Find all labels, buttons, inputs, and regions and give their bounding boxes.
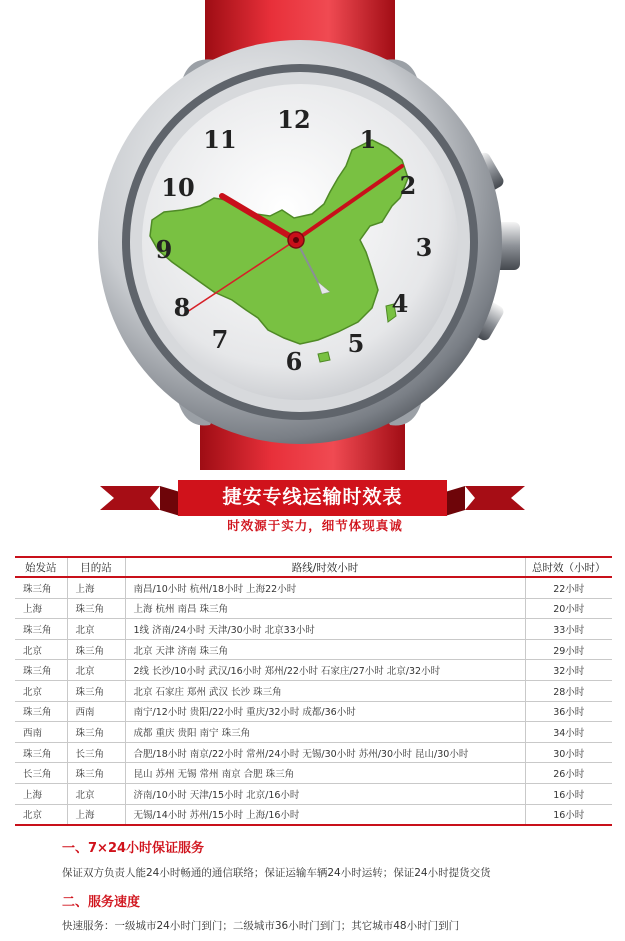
row-route: 合肥/18小时 南京/22小时 常州/24小时 无锡/30小时 苏州/30小时 昆山/30小时 bbox=[125, 742, 525, 763]
row-origin: 珠三角 bbox=[23, 707, 52, 719]
table-header-row bbox=[15, 557, 612, 577]
header-total: 总时效（小时） bbox=[525, 557, 612, 577]
row-origin: 西南 bbox=[23, 727, 43, 739]
row-total: 30小时 bbox=[525, 742, 612, 763]
row-route: 2线 长沙/10小时 武汉/16小时 郑州/22小时 石家庄/27小时 北京/32小时 bbox=[125, 660, 525, 681]
row-total: 16小时 bbox=[525, 804, 612, 825]
row-route: 1线 济南/24小时 天津/30小时 北京33小时 bbox=[125, 619, 525, 640]
dial-number-7: 7 bbox=[211, 325, 229, 354]
row-route: 无锡/14小时 苏州/15小时 上海/16小时 bbox=[125, 804, 525, 825]
table-row bbox=[15, 680, 612, 701]
dial-number-3: 3 bbox=[415, 233, 433, 262]
section-heading-speed: 二、服务速度 bbox=[62, 895, 141, 910]
row-origin: 珠三角 bbox=[23, 624, 52, 636]
row-destination: 北京 bbox=[67, 619, 125, 640]
row-route: 南昌/10小时 杭州/18小时 上海22小时 bbox=[125, 577, 525, 598]
dial-number-10: 10 bbox=[161, 173, 195, 202]
row-origin: 北京 bbox=[23, 810, 43, 822]
row-total: 26小时 bbox=[525, 763, 612, 784]
dial-number-6: 6 bbox=[285, 347, 303, 376]
table-row bbox=[15, 742, 612, 763]
section-text-speed: 快速服务：一级城市24小时门到门；二级城市36小时门到门；其它城市48小时门到门 bbox=[62, 920, 460, 932]
banner-title: 捷安专线运输时效表 bbox=[222, 486, 403, 508]
row-route: 上海 杭州 南昌 珠三角 bbox=[125, 598, 525, 619]
table-row bbox=[15, 577, 612, 598]
row-route: 北京 天津 济南 珠三角 bbox=[125, 639, 525, 660]
section-heading-247: 一、7×24小时保证服务 bbox=[62, 841, 205, 856]
row-total: 16小时 bbox=[525, 783, 612, 804]
table-row bbox=[15, 763, 612, 784]
row-origin: 珠三角 bbox=[23, 666, 52, 678]
row-origin: 珠三角 bbox=[23, 748, 52, 760]
table-row bbox=[15, 783, 612, 804]
row-total: 32小时 bbox=[525, 660, 612, 681]
dial-number-1: 1 bbox=[359, 125, 377, 154]
header-origin: 始发站 bbox=[25, 561, 57, 574]
dial-number-4: 4 bbox=[391, 289, 409, 318]
row-destination: 上海 bbox=[67, 804, 125, 825]
table-row bbox=[15, 701, 612, 722]
row-total: 34小时 bbox=[525, 722, 612, 743]
row-total: 29小时 bbox=[525, 639, 612, 660]
row-total: 33小时 bbox=[525, 619, 612, 640]
table-row bbox=[15, 639, 612, 660]
table-row bbox=[15, 804, 612, 825]
row-total: 28小时 bbox=[525, 680, 612, 701]
row-destination: 上海 bbox=[67, 577, 125, 598]
section-text-247: 保证双方负责人能24小时畅通的通信联络；保证运输车辆24小时运转；保证24小时提货交货 bbox=[62, 867, 491, 879]
dial-number-2: 2 bbox=[399, 171, 417, 200]
dial-number-11: 11 bbox=[203, 125, 237, 154]
row-destination: 珠三角 bbox=[67, 598, 125, 619]
row-destination: 长三角 bbox=[67, 742, 125, 763]
row-origin: 长三角 bbox=[23, 769, 52, 781]
row-destination: 珠三角 bbox=[67, 639, 125, 660]
row-origin: 北京 bbox=[23, 686, 43, 698]
table-row bbox=[15, 598, 612, 619]
row-destination: 珠三角 bbox=[67, 722, 125, 743]
row-destination: 西南 bbox=[67, 701, 125, 722]
row-route: 济南/10小时 天津/15小时 北京/16小时 bbox=[125, 783, 525, 804]
banner-subtitle: 时效源于实力，细节体现真诚 bbox=[227, 518, 403, 533]
row-destination: 北京 bbox=[67, 783, 125, 804]
table-row bbox=[15, 722, 612, 743]
timetable bbox=[15, 556, 612, 826]
row-origin: 上海 bbox=[23, 604, 43, 616]
row-destination: 珠三角 bbox=[67, 763, 125, 784]
row-total: 36小时 bbox=[525, 701, 612, 722]
header-route: 路线/时效小时 bbox=[125, 557, 525, 577]
dial-number-8: 8 bbox=[173, 293, 191, 322]
dial-number-9: 9 bbox=[155, 235, 173, 264]
dial-number-12: 12 bbox=[277, 105, 311, 134]
row-route: 成都 重庆 贵阳 南宁 珠三角 bbox=[125, 722, 525, 743]
table-row bbox=[15, 660, 612, 681]
row-route: 北京 石家庄 郑州 武汉 长沙 珠三角 bbox=[125, 680, 525, 701]
row-total: 22小时 bbox=[525, 577, 612, 598]
row-destination: 北京 bbox=[67, 660, 125, 681]
row-route: 南宁/12小时 贵阳/22小时 重庆/32小时 成都/36小时 bbox=[125, 701, 525, 722]
row-destination: 珠三角 bbox=[67, 680, 125, 701]
row-total: 20小时 bbox=[525, 598, 612, 619]
header-destination: 目的站 bbox=[67, 557, 125, 577]
row-origin: 上海 bbox=[23, 789, 43, 801]
dial-number-5: 5 bbox=[347, 329, 365, 358]
row-origin: 北京 bbox=[23, 645, 43, 657]
row-origin: 珠三角 bbox=[23, 583, 52, 595]
table-row bbox=[15, 619, 612, 640]
row-route: 昆山 苏州 无锡 常州 南京 合肥 珠三角 bbox=[125, 763, 525, 784]
